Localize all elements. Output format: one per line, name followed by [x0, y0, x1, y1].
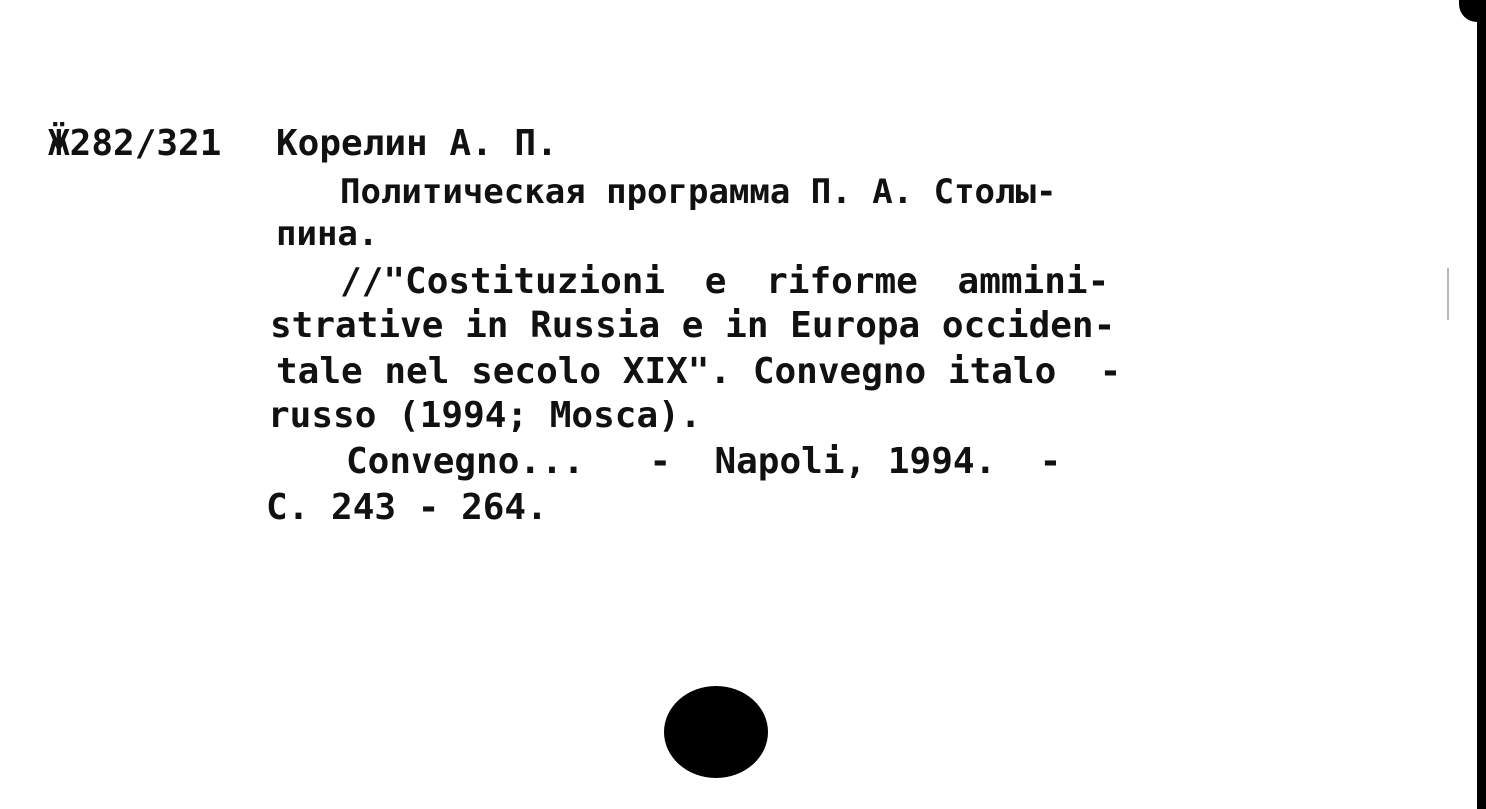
pages-line: C. 243 - 264.: [266, 487, 548, 528]
author-heading: Корелин А. П.: [276, 123, 558, 164]
source-line-3: tale nel secolo XIX". Convegno italo -: [276, 351, 1122, 392]
title-line-1: Политическая программа П. А. Столы-: [340, 172, 1057, 212]
source-line-2: strative in Russia e in Europa occiden-: [270, 305, 1116, 346]
punch-hole: [664, 686, 768, 778]
source-line-1: //"Costituzioni e riforme ammini-: [340, 261, 1110, 302]
title-line-2: пина.: [276, 214, 379, 254]
source-line-4: russo (1994; Mosca).: [268, 395, 702, 436]
scan-mark: [1447, 268, 1449, 320]
publication-line: Convegno... - Napoli, 1994. -: [346, 441, 1062, 482]
card-edge: [1477, 0, 1486, 809]
call-number: Ӝ282/321: [48, 123, 222, 164]
card-corner: [1459, 0, 1477, 22]
